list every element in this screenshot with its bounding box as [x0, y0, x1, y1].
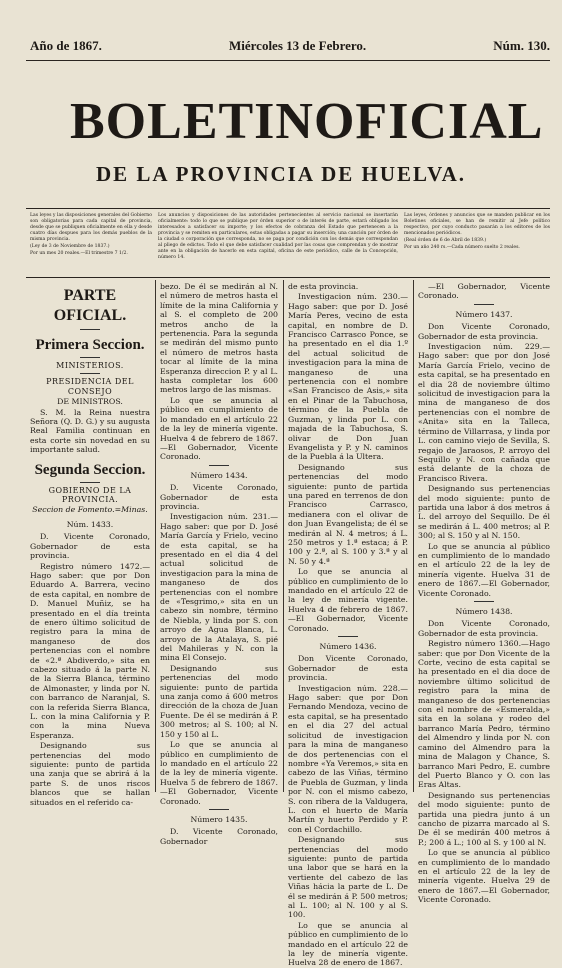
notice-right-text: Las leyes, órdenes y anuncios que se manden publicar en los Boletines oficiales, se han de remitir al Jefe político respectivo, por cuyo conducto pasarán a los editores de los mencionados periódicos. — [404, 213, 550, 236]
entry-1436-intro: Don Vicente Coronado, Gobernador de esta provincia. — [288, 654, 408, 683]
header-rule — [26, 60, 550, 61]
issue-number: Núm. 130. — [493, 38, 550, 53]
entry-1435-body: Investigacion núm. 230.—Hago saber: que por D. José María Peres, vecino de esta capital, en nombre de D. Francisco Carrasco Ponce, se ha presentado en el dia 1.º del actual solicitud de investigacion para la mina de manganeso de una pertenencia con el nombre «San Francisco de Asis,» sita en el Pinar de la Tabuchosa, término de la Puebla de Guzman, y linda por L. con majada de la Tabuchosa, S. olivar de Don Juan Evangelista y P. y N. caminos de la Puebla á la Ultera. — [288, 292, 408, 462]
notice-center-text: Los anuncios y disposiciones de las autoridades pertenecientes al servicio nacional se insertarán oficialmente: todo lo que se publique por órden superior o de interés de parte, estará obligado los interesados a satisfacer su importe; y los efectos de cobranza del Estado que pertenecen a la provincia y se remiten en particulares, estas obligadas a pagar su inserción; una canción por órden de la ciudad o corporación que corresponda, no se paga por condición con los demás que correspondan al pliego de edictos. Todo el que debe satisfacer cualidad por las cosas que comprendan y de mostrar ante en la obligación de hacerlo en esta capital, oficina de este periódico, calle de la Concepción, número 14. — [158, 213, 398, 260]
notice-center — [158, 213, 398, 275]
entry-1436-signature: —El Gobernador, Vicente Coronado. — [418, 282, 550, 301]
entry-1435-body-cont: Designando sus pertenencias del modo siguiente: punto de partida una pared en terrenos de don Francisco Carrasco, medianera con el olivar de don Juan Evangelista; de él se medirán al N. 4 metros; á L. 250 metros y 1.ª estaca; á P. 100 y 2.ª, al S. 100 y 3.ª y al N. 50 y 4.ª — [288, 462, 408, 566]
notice-right-note: (Real órden de 6 de Abril de 1839.) — [404, 238, 487, 243]
primera-seccion-heading: Primera Seccion. — [35, 337, 145, 353]
entry-number-1435: Número 1435. — [190, 814, 248, 824]
column-1 — [30, 282, 150, 807]
masthead-word-boletin: BOLETIN — [70, 93, 314, 150]
presidencia-heading: PRESIDENCIA DEL CONSEJO — [46, 377, 134, 396]
entry-1435-intro-cont: de esta provincia. — [288, 282, 359, 291]
separator — [80, 357, 100, 358]
separator — [209, 465, 229, 466]
notice-left-text: Las leyes y las disposiciones generales del Gobierno son obligatorias para cada capital de provincia, desde que se publiquen oficialmente en ella y desde cuatro días despues para los demás pueblos de la misma provincia. — [30, 213, 152, 242]
entry-1436-legal: Lo que se anuncia al público en cumplimiento de lo mandado en el artículo 22 de la ley de minería vigente. Huelva 28 de enero de 1867. — [288, 920, 408, 968]
dateline — [30, 38, 550, 56]
masthead-subtitle: DE LA PROVINCIA DE HUELVA. — [96, 162, 466, 186]
entry-1433-body-cont: Designando sus pertenencias del modo siguiente: punto de partida una zanja que se abrirá á la parte S. de unos riscos blancos que se hallan situados en el referido ca- — [30, 741, 150, 807]
entry-1437-legal: Lo que se anuncia al público en cumplimiento de lo mandado en el artículo 22 de la ley de minería vigente. Huelva 31 de enero de 1867.—El Gobernador, Vicente Coronado. — [418, 541, 550, 598]
issue-date: Miércoles 13 de Febrero. — [228, 38, 367, 53]
fomento-subheading: Seccion de Fomento.=Minas. — [32, 505, 148, 515]
entry-1433-legal: Lo que se anuncia al público en cumplimiento de lo mandado en el artículo 22 de la ley de minería vigente. Huelva 4 de febrero de 1867.—El Gobernador, Vicente Coronado. — [160, 395, 278, 462]
gobierno-heading: GOBIERNO DE LA PROVINCIA. — [48, 485, 132, 505]
segunda-seccion-heading: Segunda Seccion. — [34, 461, 146, 478]
entry-1433-continuation: bezo. De él se medirán al N. el número de metros hasta el límite de la mina California y al S. el completo de 200 metros ancho de la pertenencia. Para la segunda se medirán del mismo punto el número de metros hasta tocar al límite de la mina Esperanza direccion P. y al L. hasta completar los 600 metros largo de las mismas. — [160, 282, 278, 395]
column-3 — [288, 282, 408, 968]
separator — [209, 809, 229, 810]
entry-number-1434: Número 1434. — [190, 470, 248, 480]
entry-1435-intro: D. Vicente Coronado, Gobernador — [160, 827, 278, 846]
ministerios-heading: MINISTERIOS. — [56, 361, 124, 370]
notice-left-price: Por un mes 20 reales.—El trimestre 7 1/2. — [30, 251, 128, 256]
entry-number-1436: Número 1436. — [319, 642, 377, 652]
entry-1434-intro: D. Vicente Coronado, Gobernador de esta provincia. — [160, 483, 278, 511]
entry-number-1438: Número 1438. — [455, 607, 513, 616]
separator — [80, 482, 100, 483]
entry-1434-legal: Lo que se anuncia al público en cumplimiento de lo mandado en el artículo 22 de la ley de minería vigente. Huelva 5 de febrero de 1867.—El Gobernador, Vicente Coronado. — [160, 740, 278, 806]
column-divider — [413, 280, 414, 792]
issue-year: Año de 1867. — [30, 38, 102, 53]
entry-1433-intro: D. Vicente Coronado, Gobernador de esta provincia. — [30, 532, 150, 561]
separator — [80, 373, 100, 374]
royal-family-notice: S. M. la Reina nuestra Señora (Q. D. G.) y su augusta Real Familia continuan en esta corte sin novedad en su importante salud. — [30, 407, 150, 455]
entry-1437-intro: Don Vicente Coronado, Gobernador de esta provincia. — [418, 322, 550, 341]
column-2 — [160, 282, 278, 846]
entry-1438-legal: Lo que se anuncia al público en cumplimiento de lo mandado en el artículo 22 de la ley de minería vigente. Huelva 29 de enero de 1867.—El Gobernador, Vicente Coronado. — [418, 848, 550, 905]
entry-1438-body: Registro número 1360.—Hago saber: que por Don Vicente de la Corte, vecino de esta capital se ha presentado en el dia doce de noviembre último solicitud de registro para la mina de manganeso de dos pertenencias con el nombre de «Esmeralda,» sita en la solana y rodeo del barranco María Pedro, término del Almendro y linda por N. con camino del Almendro para la mina de Malagon y Chance, S. barranco Mari Pedro, E. cumbre del Puerto Blanco y O. con las Eras Altas. — [418, 639, 550, 790]
entry-1436-body-cont: Designando sus pertenencias del modo siguiente: punto de partida una labor que se hará en la vertiente del cabezo de las Viñas hácia la parte de L. De él se medirán á P. 500 metros; al L. 100; al N. 100 y al S. 100. — [288, 835, 408, 920]
entry-1437-body-cont: Designando sus pertenencias del modo siguiente: punto de partida una labor á dos metros á L. del arroyo del Sequillo. De él se medirán á L. 400 metros; al P. 300; al S. 150 y al N. 150. — [418, 484, 550, 541]
entry-1436-body: Investigacion núm. 228.—Hago saber: que por Don Fernando Mendoza, vecino de esta capital, se ha presentado en el dia 27 del actual solicitud de investigacion para la mina de manganeso de dos pertenencias con el nombre «Ya Veremos,» sita en cabezo de las Viñas, término de Puebla de Guzman, y linda por N. con el mismo cabezo, S. con ribera de la Valdugera, L. con el huerto de María Martín y huerto Perdido y P. con el Cordachillo. — [288, 683, 408, 834]
notice-left-note: (Ley de 3 de Noviembre de 1837.) — [30, 244, 110, 249]
notice-bottom-rule — [26, 277, 550, 278]
entry-1434-body-cont: Designando sus pertenencias del modo siguiente: punto de partida una zanja como á 600 metros dirección de la choza de Juan Fuente. De él se medirán á P. 300 metros; al S. 100; al N. 150 y 150 al L. — [160, 663, 278, 739]
separator — [474, 304, 494, 305]
separator — [338, 636, 358, 637]
masthead — [70, 93, 544, 150]
entry-1434-body: Investigacion núm. 231.—Hago saber: que por D. José María García y Frielo, vecino de esta capital, se ha presentado en el dia 4 del actual solicitud de investigacion para la mina de manganeso de dos pertenencias con el nombre de «Tesgrimo,» sita en un cabezo sin nombre, término de Niebla, y linda por S. con arroyo de Agua Blanca, L. arroyo de la Atalaya, S. pié del Mahileras y N. con la mina El Consejo. — [160, 512, 278, 663]
column-divider — [283, 280, 284, 792]
notice-right — [404, 213, 550, 275]
entry-1433-body: Registro número 1472.—Hago saber: que por Don Eduardo A. Barrera, vecino de esta capital, en nombre de D. Manuel Muñiz, se ha presentado en el día treinta de enero último solicitud de registro para la mina de manganeso de dos pertenencias con el nombre de «2.ª Abdiverdo,» sita en cabezo situado á la parte N. de la Sierra Blanca, término de Almonaster, y linda por N. con barranco de Naranjal, S. con la referida Sierra Blanca, L. con la mina California y P. con la mina Nueva Esperanza. — [30, 561, 150, 740]
notice-top-rule — [26, 208, 550, 209]
entry-1438-body-cont: Designando sus pertenencias del modo siguiente: punto de partida una piedra junto á un cancho de pizarra marcado al S. De él se medirán 400 metros á P.; 200 á L.; 100 al S. y 100 al N. — [418, 790, 550, 847]
entry-1437-body: Investigacion núm. 229.—Hago saber: que por don José María García Frielo, vecino de esta capital, se ha presentado en el dia 28 de noviembre último solicitud de investigacion para la mina de manganeso de dos pertenencias con el nombre de «Anita» sita en la Talleca, término de Villarrasa, y linda por L. con camino viejo de Sevilla, S. regajo de Jaraosos, P. arroyo del Sequillo y N. con cañada que está delante de la choza de Francisco Rivera. — [418, 342, 550, 483]
entry-number-1437: Número 1437. — [455, 309, 513, 319]
presidencia-subheading: DE MINISTROS. — [57, 397, 123, 407]
column-divider — [155, 280, 156, 792]
entry-1438-intro: Don Vicente Coronado, Gobernador de esta provincia. — [418, 619, 550, 638]
separator — [80, 329, 100, 330]
entry-1435-legal: Lo que se anuncia al público en cumplimiento de lo mandado en el artículo 22 de la ley de minería vigente. Huelva 4 de febrero de 1867.—El Gobernador, Vicente Coronado. — [288, 567, 408, 633]
column-4 — [418, 282, 550, 905]
separator — [474, 601, 494, 602]
notice-right-price: Por un año 240 rs.—Cada número suelto 2 reales. — [404, 245, 520, 250]
masthead-word-oficial: OFICIAL — [313, 93, 544, 150]
notice-left — [30, 213, 152, 275]
parte-oficial-heading: PARTE OFICIAL. — [53, 287, 127, 324]
entry-number-1433: Núm. 1433. — [66, 519, 114, 529]
